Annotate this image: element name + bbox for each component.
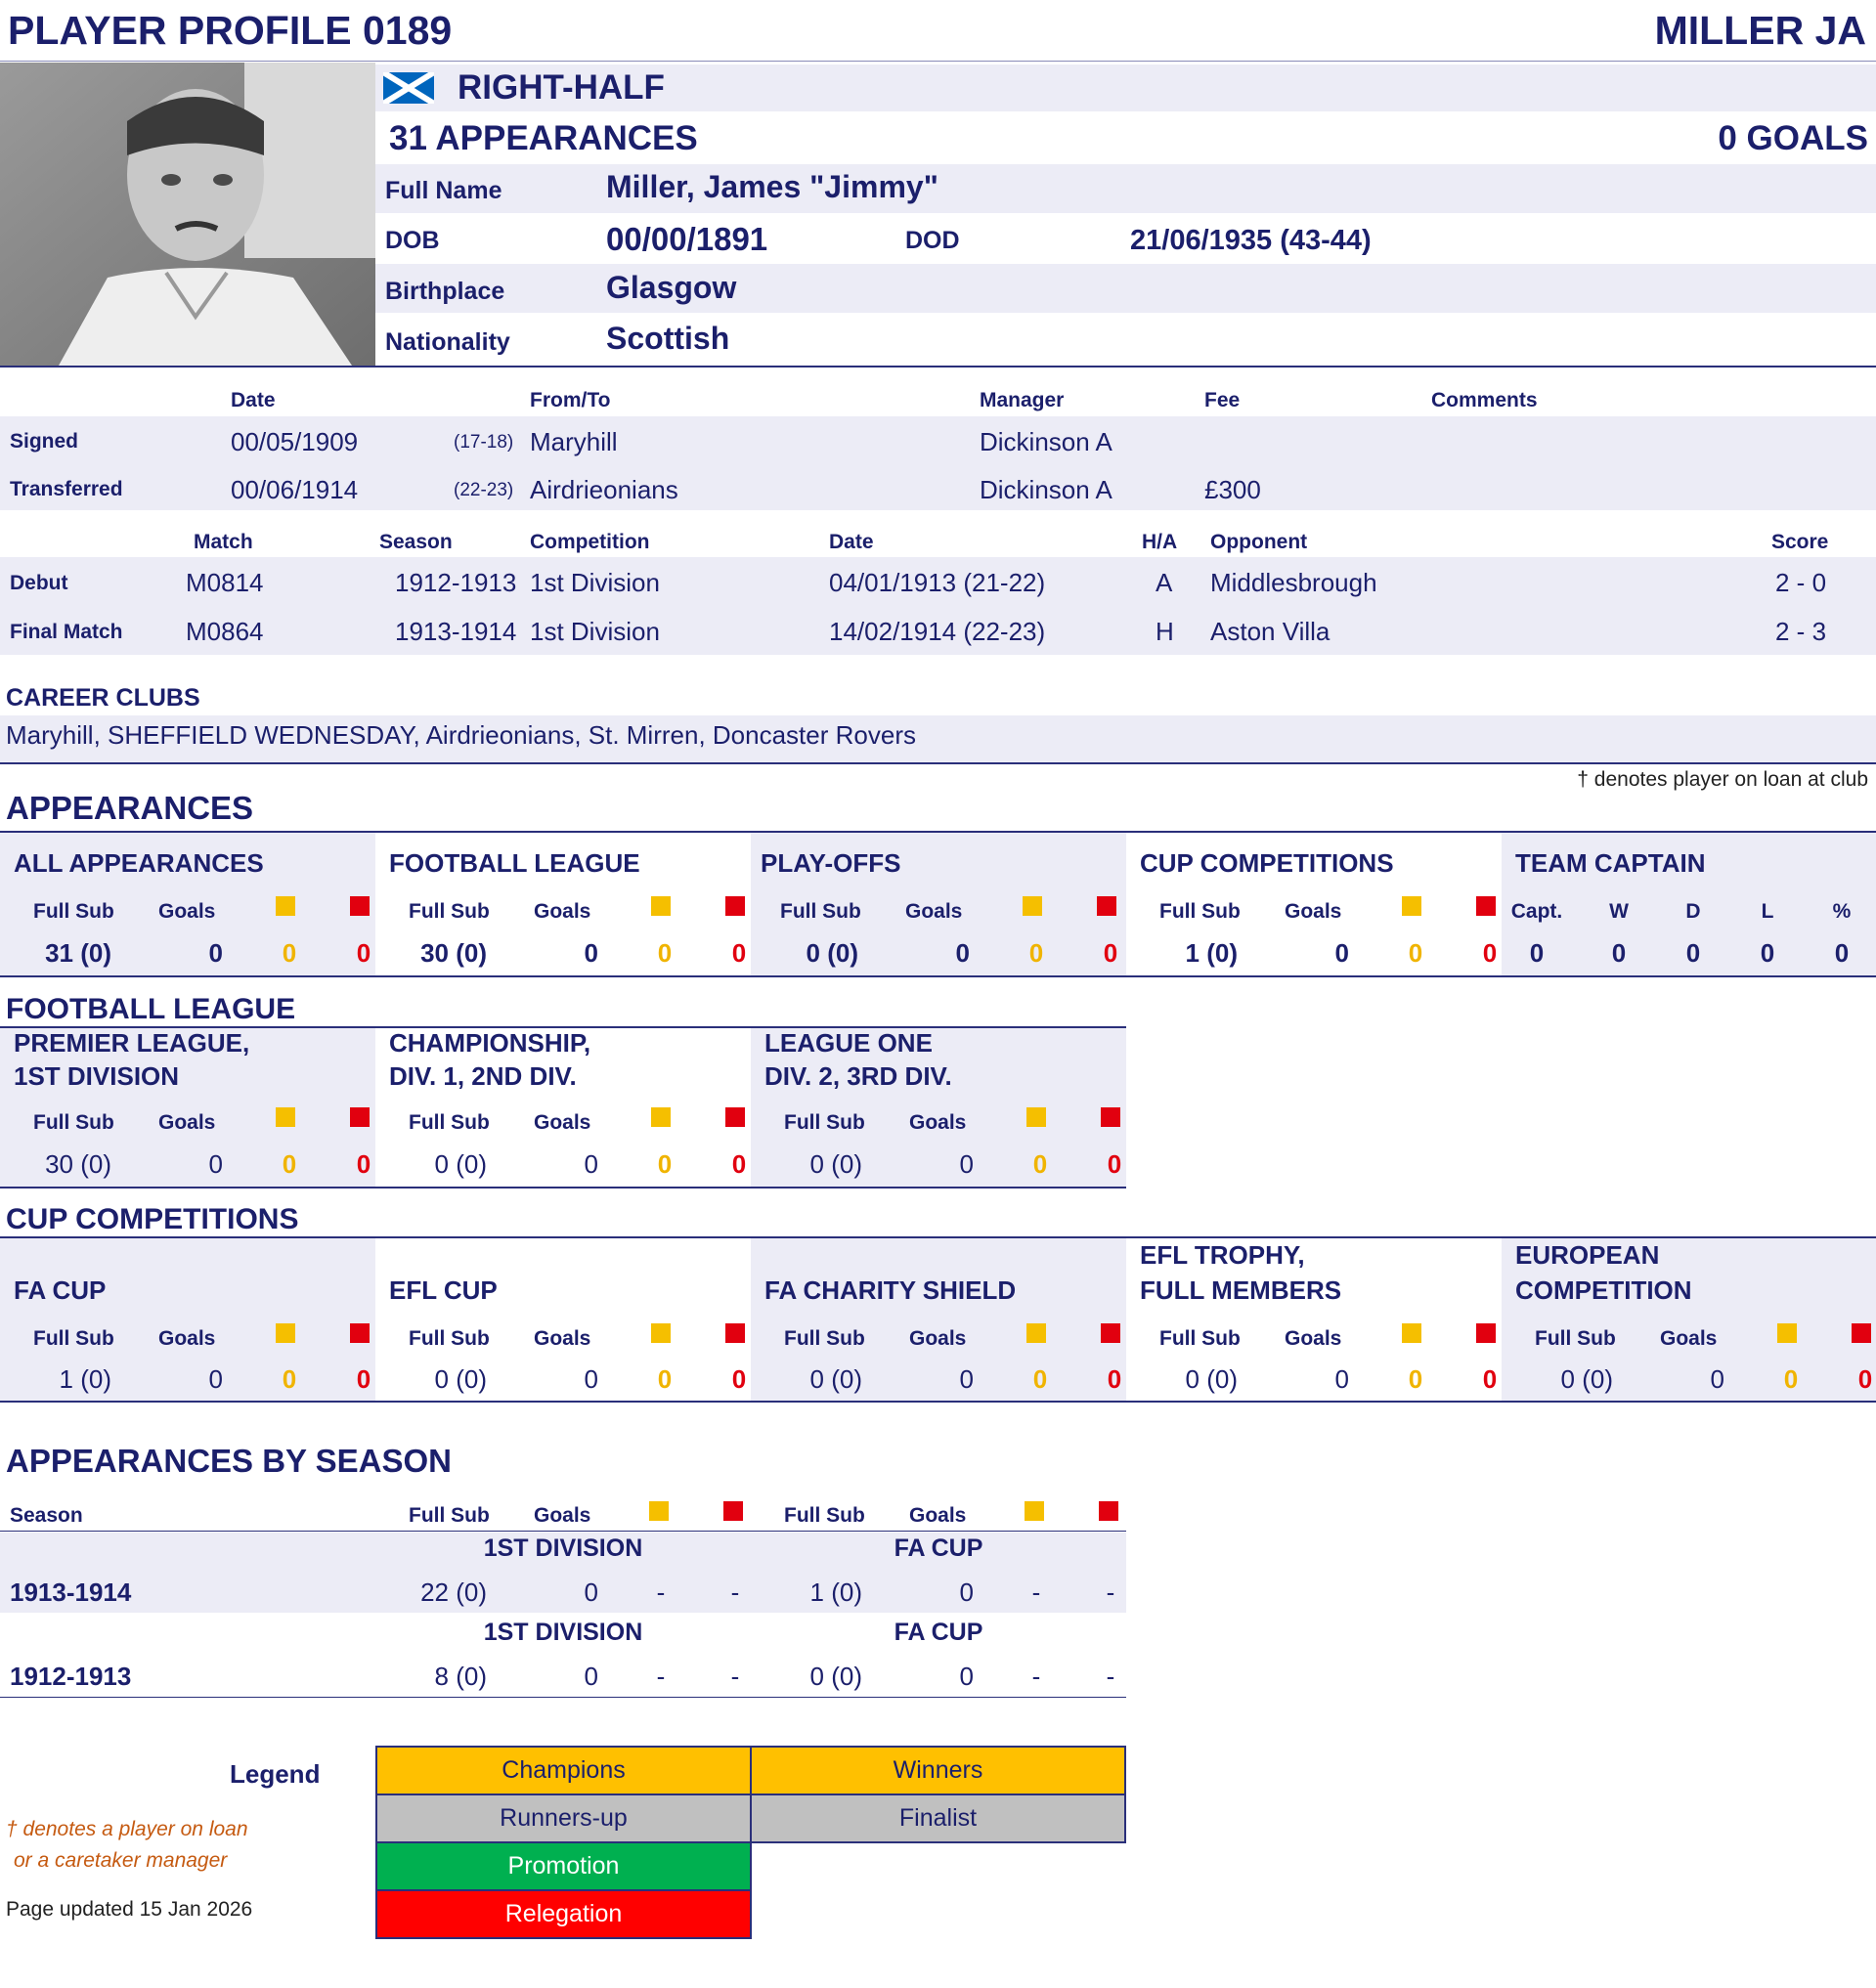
match-season: 1912-1913 <box>395 568 517 597</box>
match-id: M0814 <box>186 568 264 597</box>
goals-header: Goals <box>158 1327 216 1350</box>
season-apps: 22 (0) <box>420 1577 487 1607</box>
red-cards-value: 0 <box>356 1364 371 1394</box>
block-title-line2: FULL MEMBERS <box>1140 1275 1342 1305</box>
red-card-icon <box>1476 896 1496 916</box>
red-card-icon <box>1101 1323 1120 1343</box>
full-name-band <box>375 164 1876 213</box>
block-title-line2: 1ST DIVISION <box>14 1061 180 1091</box>
block-title-line1: EFL TROPHY, <box>1140 1240 1305 1270</box>
yellow-cards-value: 0 <box>1032 1149 1048 1179</box>
yellow-card-icon <box>1402 896 1421 916</box>
football-league-title: FOOTBALL LEAGUE <box>6 993 296 1025</box>
red-cards-value: 0 <box>731 1364 747 1394</box>
legend-runners-up: Runners-up <box>375 1794 752 1843</box>
match-season: 1913-1914 <box>395 617 517 646</box>
goals-header: Goals <box>905 900 963 923</box>
full-sub-header: Full Sub <box>1159 1327 1241 1350</box>
block-title: CUP COMPETITIONS <box>1140 848 1394 878</box>
legend-relegation: Relegation <box>375 1889 752 1939</box>
match-score: 2 - 0 <box>1775 568 1827 597</box>
transfer-manager-header: Manager <box>980 389 1065 411</box>
yellow-card-icon <box>1026 1107 1046 1127</box>
apps-value: 0 (0) <box>806 938 858 968</box>
appearances-total: 31 APPEARANCES <box>389 119 698 157</box>
match-label: Debut <box>10 572 68 594</box>
red-cards-value: 0 <box>1482 1364 1498 1394</box>
block-title: FOOTBALL LEAGUE <box>389 848 640 878</box>
goals-header: Goals <box>1285 1327 1342 1350</box>
goals-header: Goals <box>1660 1327 1718 1350</box>
full-sub-header: Full Sub <box>784 1111 865 1134</box>
goals-value: 0 <box>1334 938 1349 968</box>
goals-header: Goals <box>534 900 591 923</box>
full-sub-header: Full Sub <box>784 1327 865 1350</box>
season-yellow: - <box>1031 1577 1041 1607</box>
match-opponent: Aston Villa <box>1210 617 1331 646</box>
match-opponent: Middlesbrough <box>1210 568 1377 597</box>
yellow-cards-value: 0 <box>657 938 673 968</box>
red-card-icon <box>1097 896 1116 916</box>
block-title-line2: DIV. 2, 3RD DIV. <box>764 1061 952 1091</box>
full-sub-header: Full Sub <box>1159 900 1241 923</box>
nationality-value: Scottish <box>606 321 730 356</box>
dob-value: 00/00/1891 <box>606 221 768 257</box>
season-yellow: - <box>1031 1662 1041 1691</box>
match-competition: 1st Division <box>530 568 660 597</box>
yellow-card-icon <box>651 1107 671 1127</box>
ha-header: H/A <box>1142 531 1178 553</box>
season-divider <box>0 1531 1126 1532</box>
loan-note: † denotes player on loan at club <box>1577 768 1868 791</box>
red-card-icon <box>725 896 745 916</box>
yellow-card-icon <box>649 1501 669 1521</box>
yellow-card-icon <box>276 896 295 916</box>
yellow-cards-value: 0 <box>657 1364 673 1394</box>
full-sub-header: Full Sub <box>33 1111 114 1134</box>
captain-value: 0 <box>1529 938 1545 968</box>
legend-note-line1: † denotes a player on loan <box>6 1818 248 1840</box>
goals-header: Goals <box>1285 900 1342 923</box>
player-photo <box>0 63 375 366</box>
red-card-icon <box>725 1323 745 1343</box>
season-header: Season <box>379 531 453 553</box>
yellow-card-icon <box>276 1107 295 1127</box>
match-date: 04/01/1913 (21-22) <box>829 568 1046 597</box>
goals-header: Goals <box>158 1111 216 1134</box>
transfer-age: (17-18) <box>454 432 514 453</box>
goals-value: 0 <box>584 1364 598 1394</box>
full-sub-header: Full Sub <box>33 1327 114 1350</box>
match-id: M0864 <box>186 617 264 646</box>
goals-value: 0 <box>208 1149 223 1179</box>
apps-value: 30 (0) <box>420 938 487 968</box>
legend-winners: Winners <box>750 1746 1126 1795</box>
yellow-cards-value: 0 <box>282 1364 297 1394</box>
yellow-cards-value: 0 <box>1408 1364 1423 1394</box>
yellow-card-icon <box>1402 1323 1421 1343</box>
season-col-header: Season <box>10 1504 83 1527</box>
transfer-manager: Dickinson A <box>980 427 1113 456</box>
legend-champions: Champions <box>375 1746 752 1795</box>
captain-value: 0 <box>1834 938 1850 968</box>
goals-value: 0 <box>208 938 223 968</box>
apps-value: 0 (0) <box>1185 1364 1238 1394</box>
dob-label: DOB <box>385 227 440 254</box>
yellow-card-icon <box>1777 1323 1797 1343</box>
match-competition: 1st Division <box>530 617 660 646</box>
goals-value: 0 <box>959 1149 974 1179</box>
legend-promotion: Promotion <box>375 1841 752 1891</box>
red-cards-value: 0 <box>1107 1364 1122 1394</box>
transfer-date-header: Date <box>231 389 276 411</box>
full-sub-header: Full Sub <box>33 900 114 923</box>
yellow-cards-value: 0 <box>282 938 297 968</box>
block-title-line2: DIV. 1, 2ND DIV. <box>389 1061 577 1091</box>
yellow-card-icon <box>1025 1501 1044 1521</box>
red-cards-value: 0 <box>731 1149 747 1179</box>
goals-value: 0 <box>208 1364 223 1394</box>
cup-bottom <box>0 1401 1876 1403</box>
block-title-line1: LEAGUE ONE <box>764 1028 933 1058</box>
date-header: Date <box>829 531 874 553</box>
transfer-fee: £300 <box>1204 475 1261 504</box>
player-position: RIGHT-HALF <box>458 68 665 107</box>
career-clubs-title: CAREER CLUBS <box>6 684 200 712</box>
match-date: 14/02/1914 (22-23) <box>829 617 1046 646</box>
match-ha: H <box>1156 617 1174 646</box>
apps-value: 30 (0) <box>45 1149 111 1179</box>
season-apps: 1 (0) <box>809 1577 862 1607</box>
transfer-date: 00/05/1909 <box>231 427 359 456</box>
goals-value: 0 <box>1710 1364 1724 1394</box>
yellow-cards-value: 0 <box>282 1149 297 1179</box>
season-competition: FA CUP <box>894 1619 983 1646</box>
red-cards-value: 0 <box>356 1149 371 1179</box>
transfer-fromto-header: From/To <box>530 389 611 411</box>
season-competition: 1ST DIVISION <box>483 1619 643 1646</box>
transfer-age: (22-23) <box>454 480 514 500</box>
season-red: - <box>730 1662 740 1691</box>
season-red: - <box>730 1577 740 1607</box>
season-competition: FA CUP <box>894 1534 983 1562</box>
block-title-line1: EUROPEAN <box>1515 1240 1660 1270</box>
profile-divider <box>0 366 1876 367</box>
full-sub-header: Full Sub <box>409 900 490 923</box>
full-sub-header: Full Sub <box>780 900 861 923</box>
season-competition: 1ST DIVISION <box>483 1534 643 1562</box>
season-goals: 0 <box>584 1577 598 1607</box>
full-sub-header: Full Sub <box>1535 1327 1616 1350</box>
transfer-club: Maryhill <box>530 427 618 456</box>
transfer-comments-header: Comments <box>1431 389 1538 411</box>
team-captain-title: TEAM CAPTAIN <box>1515 848 1706 878</box>
match-ha: A <box>1156 568 1173 597</box>
red-card-icon <box>350 1107 370 1127</box>
apps-value: 0 (0) <box>1560 1364 1613 1394</box>
goals-header: Goals <box>158 900 216 923</box>
apps-value: 31 (0) <box>45 938 111 968</box>
yellow-card-icon <box>1026 1323 1046 1343</box>
birthplace-label: Birthplace <box>385 278 505 305</box>
scotland-flag-icon <box>383 72 434 104</box>
captain-header: Capt. <box>1510 900 1563 923</box>
red-cards-value: 0 <box>731 938 747 968</box>
goals-total: 0 GOALS <box>1718 119 1868 157</box>
captain-header: % <box>1832 900 1852 923</box>
season-goals: 0 <box>959 1577 974 1607</box>
season-goals: 0 <box>584 1662 598 1691</box>
captain-value: 0 <box>1611 938 1627 968</box>
red-cards-value: 0 <box>1857 1364 1873 1394</box>
match-header: Match <box>194 531 253 553</box>
apps-value: 0 (0) <box>809 1149 862 1179</box>
goals-value: 0 <box>955 938 970 968</box>
legend-title: Legend <box>230 1759 321 1789</box>
yellow-card-icon <box>651 896 671 916</box>
block-title-line1: PREMIER LEAGUE, <box>14 1028 250 1058</box>
appearances-title: APPEARANCES <box>6 790 254 826</box>
appearances-bottom <box>0 975 1876 977</box>
header-divider <box>0 61 1876 62</box>
transfer-label: Signed <box>10 430 79 453</box>
opponent-header: Opponent <box>1210 531 1308 553</box>
captain-value: 0 <box>1685 938 1701 968</box>
page-updated: Page updated 15 Jan 2026 <box>6 1898 253 1921</box>
match-score: 2 - 3 <box>1775 617 1827 646</box>
full-sub-header: Full Sub <box>409 1327 490 1350</box>
legend-note-line2: or a caretaker manager <box>14 1849 228 1872</box>
season-yellow: - <box>656 1662 666 1691</box>
goals-value: 0 <box>584 938 598 968</box>
season-apps: 0 (0) <box>809 1662 862 1691</box>
season-label: 1912-1913 <box>10 1662 132 1691</box>
goals-header: Goals <box>909 1504 967 1527</box>
season-apps: 8 (0) <box>434 1662 487 1691</box>
red-card-icon <box>1476 1323 1496 1343</box>
page-title: PLAYER PROFILE 0189 <box>8 8 453 53</box>
yellow-cards-value: 0 <box>1408 938 1423 968</box>
transfer-label: Transferred <box>10 478 123 500</box>
full-sub-header: Full Sub <box>409 1504 490 1527</box>
dod-value: 21/06/1935 (43-44) <box>1130 225 1372 256</box>
goals-header: Goals <box>909 1327 967 1350</box>
career-clubs-list: Maryhill, SHEFFIELD WEDNESDAY, Airdrieonians, St. Mirren, Doncaster Rovers <box>6 720 916 750</box>
captain-header: W <box>1609 900 1629 923</box>
goals-header: Goals <box>534 1504 591 1527</box>
red-card-icon <box>725 1107 745 1127</box>
player-short-name: MILLER JA <box>1654 8 1866 53</box>
block-title: ALL APPEARANCES <box>14 848 264 878</box>
full-sub-header: Full Sub <box>784 1504 865 1527</box>
yellow-card-icon <box>1023 896 1042 916</box>
red-cards-value: 0 <box>1103 938 1118 968</box>
red-card-icon <box>350 1323 370 1343</box>
red-cards-value: 0 <box>1482 938 1498 968</box>
cup-competitions-title: CUP COMPETITIONS <box>6 1203 299 1235</box>
red-cards-value: 0 <box>356 938 371 968</box>
career-divider <box>0 762 1876 764</box>
red-card-icon <box>723 1501 743 1521</box>
season-red: - <box>1106 1662 1115 1691</box>
dod-label: DOD <box>905 227 960 254</box>
red-card-icon <box>1852 1323 1871 1343</box>
captain-header: L <box>1761 900 1774 923</box>
goals-header: Goals <box>534 1327 591 1350</box>
goals-value: 0 <box>1334 1364 1349 1394</box>
transfer-club: Airdrieonians <box>530 475 678 504</box>
transfer-date: 00/06/1914 <box>231 475 359 504</box>
season-label: 1913-1914 <box>10 1577 132 1607</box>
captain-value: 0 <box>1760 938 1775 968</box>
goals-header: Goals <box>534 1111 591 1134</box>
apps-value: 1 (0) <box>59 1364 111 1394</box>
yellow-cards-value: 0 <box>1032 1364 1048 1394</box>
apps-value: 0 (0) <box>434 1364 487 1394</box>
birthplace-value: Glasgow <box>606 270 737 305</box>
red-card-icon <box>1101 1107 1120 1127</box>
yellow-cards-value: 0 <box>1783 1364 1799 1394</box>
season-yellow: - <box>656 1577 666 1607</box>
match-label: Final Match <box>10 621 123 643</box>
season-red: - <box>1106 1577 1115 1607</box>
block-title-line1: CHAMPIONSHIP, <box>389 1028 591 1058</box>
apps-value: 1 (0) <box>1185 938 1238 968</box>
birthplace-band <box>375 264 1876 313</box>
nationality-label: Nationality <box>385 328 510 356</box>
red-cards-value: 0 <box>1107 1149 1122 1179</box>
yellow-card-icon <box>276 1323 295 1343</box>
full-sub-header: Full Sub <box>409 1111 490 1134</box>
apps-value: 0 (0) <box>434 1149 487 1179</box>
block-title-line2: EFL CUP <box>389 1275 498 1305</box>
goals-header: Goals <box>909 1111 967 1134</box>
competition-header: Competition <box>530 531 650 553</box>
by-season-title: APPEARANCES BY SEASON <box>6 1443 452 1479</box>
red-card-icon <box>1099 1501 1118 1521</box>
goals-value: 0 <box>959 1364 974 1394</box>
transfer-manager: Dickinson A <box>980 475 1113 504</box>
block-title-line2: FA CHARITY SHIELD <box>764 1275 1017 1305</box>
goals-value: 0 <box>584 1149 598 1179</box>
yellow-cards-value: 0 <box>1028 938 1044 968</box>
apps-value: 0 (0) <box>809 1364 862 1394</box>
block-title-line2: COMPETITION <box>1515 1275 1692 1305</box>
yellow-cards-value: 0 <box>657 1149 673 1179</box>
red-card-icon <box>350 896 370 916</box>
block-title-line2: FA CUP <box>14 1275 107 1305</box>
block-title: PLAY-OFFS <box>761 848 901 878</box>
legend-finalist: Finalist <box>750 1794 1126 1843</box>
transfer-fee-header: Fee <box>1204 389 1241 411</box>
full-name-value: Miller, James "Jimmy" <box>606 169 938 204</box>
yellow-card-icon <box>651 1323 671 1343</box>
season-goals: 0 <box>959 1662 974 1691</box>
score-header: Score <box>1771 531 1829 553</box>
fl-bottom <box>0 1187 1126 1188</box>
season-bottom <box>0 1697 1126 1698</box>
full-name-label: Full Name <box>385 177 502 204</box>
captain-header: D <box>1685 900 1701 923</box>
